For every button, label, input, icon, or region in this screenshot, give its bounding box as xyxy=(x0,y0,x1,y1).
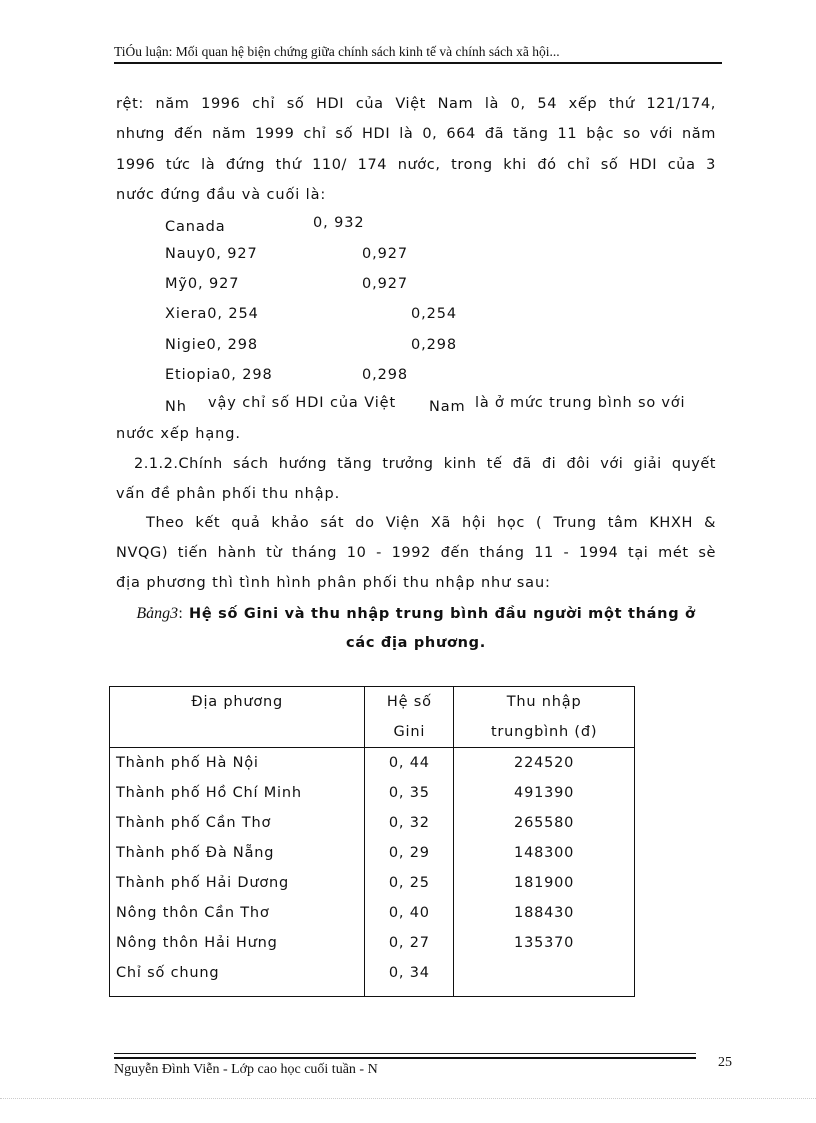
footer-author: Nguyễn Đình Viễn - Lớp cao học cuối tuần - N xyxy=(114,1062,378,1077)
section-heading-line: 2.1.2.Chính sách hướng tăng trưởng kinh tế đã đi đôi với giải quyết xyxy=(134,456,716,472)
hdi-country: Xiera0, 254 xyxy=(165,306,259,322)
cell-place: Nông thôn Hải Hưng xyxy=(110,928,365,958)
cell-income: 135370 xyxy=(454,928,635,958)
paragraph-fragment: vậy chỉ số HDI của Việt xyxy=(208,395,397,411)
hdi-value: 0,298 xyxy=(411,337,458,353)
footer-rule xyxy=(114,1053,696,1054)
cell-income: 265580 xyxy=(454,808,635,838)
paragraph-line: Theo kết quả khảo sát do Viện Xã hội học ( Trung tâm KHXH & xyxy=(146,515,716,531)
paragraph-line: NVQG) tiến hành từ tháng 10 - 1992 đến tháng 11 - 1994 tại mét sè xyxy=(116,545,716,561)
hdi-country: Canada xyxy=(165,219,226,235)
hdi-value: 0,927 xyxy=(362,276,409,292)
hdi-value: 0,298 xyxy=(362,367,409,383)
cell-gini: 0, 27 xyxy=(365,928,454,958)
hdi-country: Nauy0, 927 xyxy=(165,246,258,262)
cell-gini: 0, 44 xyxy=(365,748,454,779)
paragraph-line: nước đứng đầu và cuối là: xyxy=(116,187,327,203)
cell-place: Chỉ số chung xyxy=(110,958,365,997)
table-row xyxy=(110,748,635,779)
hdi-country: Mỹ0, 927 xyxy=(165,276,240,292)
cell-place: Thành phố Hà Nội xyxy=(110,748,365,779)
table-caption-line2: các địa phương. xyxy=(346,635,486,651)
paragraph-line: nước xếp hạng. xyxy=(116,426,241,442)
gini-income-table xyxy=(109,686,635,997)
paragraph-line: nhưng đến năm 1999 chỉ số HDI là 0, 664 đã tăng 11 bậc so với năm xyxy=(116,126,716,142)
footer-rule xyxy=(114,1057,696,1059)
table-row xyxy=(110,778,635,808)
cell-income xyxy=(454,958,635,997)
cell-income: 181900 xyxy=(454,868,635,898)
table-row xyxy=(110,898,635,928)
cell-place: Thành phố Hồ Chí Minh xyxy=(110,778,365,808)
paragraph-line: rệt: năm 1996 chỉ số HDI của Việt Nam là 0, 54 xếp thứ 121/174, xyxy=(116,96,716,112)
running-header: TiÓu luận: Mối quan hệ biện chứng giữa chính sách kinh tế và chính sách xã hội... xyxy=(114,44,560,59)
page-edge xyxy=(0,1098,816,1099)
hdi-country: Nigie0, 298 xyxy=(165,337,259,353)
cell-place: Nông thôn Cần Thơ xyxy=(110,898,365,928)
hdi-value: 0,254 xyxy=(411,306,458,322)
paragraph-fragment: Nh xyxy=(165,399,187,415)
table-header-row xyxy=(110,687,635,748)
table-row xyxy=(110,808,635,838)
paragraph-line: địa phương thì tình hình phân phối thu nhập như sau: xyxy=(116,575,551,591)
table-caption: Bảng3: Hệ số Gini và thu nhập trung bình đầu người một tháng ở xyxy=(136,605,696,622)
hdi-value: 0, 932 xyxy=(313,215,365,231)
table-row xyxy=(110,928,635,958)
table-caption-text: Hệ số Gini và thu nhập trung bình đầu người một tháng ở xyxy=(189,606,696,622)
cell-place: Thành phố Cần Thơ xyxy=(110,808,365,838)
table-row xyxy=(110,958,635,997)
cell-income: 148300 xyxy=(454,838,635,868)
header-rule xyxy=(114,62,722,64)
cell-gini: 0, 34 xyxy=(365,958,454,997)
paragraph-fragment: Nam xyxy=(429,399,466,415)
header-income: Thu nhập trungbình (đ) xyxy=(454,687,635,748)
cell-income: 188430 xyxy=(454,898,635,928)
cell-place: Thành phố Đà Nẵng xyxy=(110,838,365,868)
cell-gini: 0, 35 xyxy=(365,778,454,808)
hdi-country: Etiopia0, 298 xyxy=(165,367,273,383)
section-heading-line: vấn đề phân phối thu nhập. xyxy=(116,486,341,502)
cell-gini: 0, 40 xyxy=(365,898,454,928)
cell-gini: 0, 32 xyxy=(365,808,454,838)
paragraph-line: 1996 tức là đứng thứ 110/ 174 nước, trong khi đó chỉ số HDI của 3 xyxy=(116,157,716,173)
paragraph-fragment: là ở mức trung bình so với xyxy=(475,395,686,411)
cell-gini: 0, 29 xyxy=(365,838,454,868)
cell-income: 224520 xyxy=(454,748,635,779)
cell-gini: 0, 25 xyxy=(365,868,454,898)
header-gini: Hệ số Gini xyxy=(365,687,454,748)
table-label: Bảng3 xyxy=(136,605,179,622)
cell-income: 491390 xyxy=(454,778,635,808)
hdi-value: 0,927 xyxy=(362,246,409,262)
cell-place: Thành phố Hải Dương xyxy=(110,868,365,898)
table-row xyxy=(110,868,635,898)
table-row xyxy=(110,838,635,868)
header-place: Địa phương xyxy=(110,687,365,748)
page-number: 25 xyxy=(718,1055,732,1070)
